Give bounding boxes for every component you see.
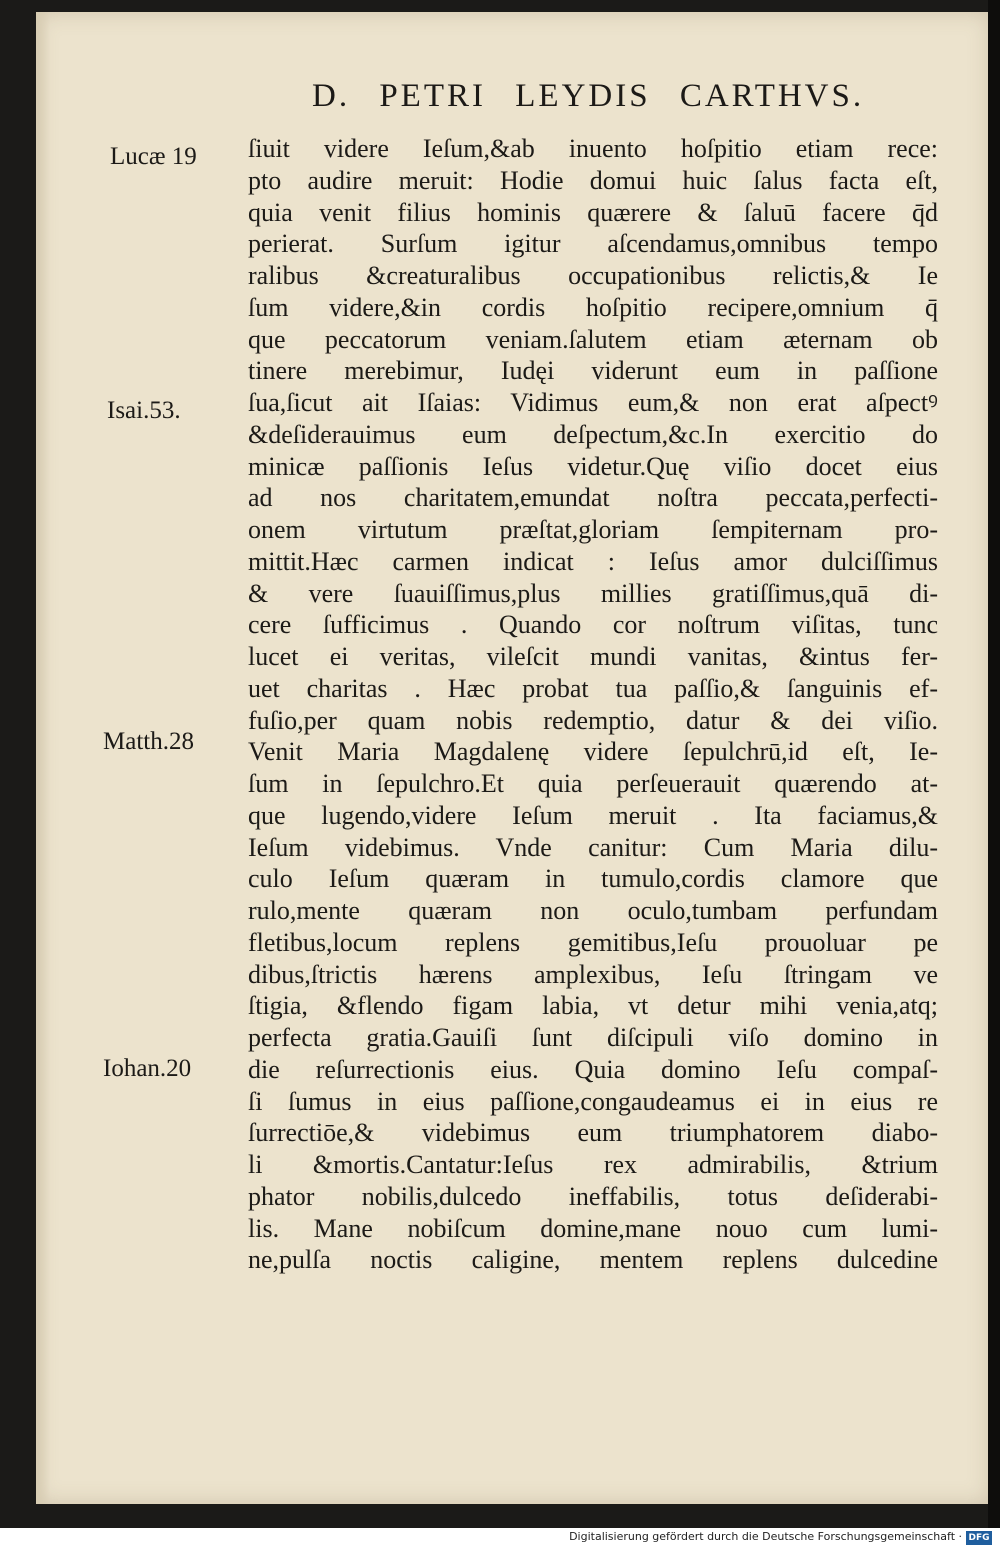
text-line: phator nobilis,dulcedo ineffabilis, totus deſiderabi- xyxy=(248,1181,938,1211)
text-line: mittit.Hæc carmen indicat : Ieſus amor dulciſſimus xyxy=(248,546,938,576)
text-line: ſi ſumus in eius paſſione,congaudeamus ei in eius re xyxy=(248,1086,938,1116)
text-line: lis. Mane nobiſcum domine,mane nouo cum lumi- xyxy=(248,1213,938,1243)
text-line: ſum in ſepulchro.Et quia perſeuerauit quærendo at- xyxy=(248,769,938,798)
text-line: ad nos charitatem,emundat noſtra peccata,perfecti- xyxy=(248,483,938,513)
text-line: ralibus &creaturalibus occupationibus relictis,& Ie xyxy=(248,261,938,290)
margin-note-iohan: Iohan.20 xyxy=(103,1055,192,1082)
text-line: rulo,mente quæram non oculo,tumbam perfundam xyxy=(248,896,938,925)
text-line: pto audire meruit: Hodie domui huic ſalus facta eſt, xyxy=(248,165,938,195)
text-line: perfecta gratia.Gauiſi ſunt diſcipuli viſo domino in xyxy=(248,1023,938,1052)
text-line: tinere merebimur, Iudęi viderunt eum in paſſione xyxy=(248,356,938,386)
text-line: ſurrectiōe,& videbimus eum triumphatorem diabo- xyxy=(248,1118,938,1148)
margin-note-lucae: Lucæ 19 xyxy=(110,143,197,170)
text-line: ne,pulſa noctis caligine, mentem replens dulcedine xyxy=(248,1245,938,1275)
text-line: culo Ieſum quæram in tumulo,cordis clamore que xyxy=(248,864,938,894)
page-edge-shadow xyxy=(988,0,1000,1528)
text-line: li &mortis.Cantatur:Ieſus rex admirabilis, &trium xyxy=(248,1150,938,1179)
text-line: & vere ſuauiſſimus,plus millies gratiſſimus,quā di- xyxy=(248,578,938,608)
text-line: minicæ paſſionis Ieſus videtur.Quę viſio docet eius xyxy=(248,451,938,481)
text-line: Venit Maria Magdalenę videre ſepulchrū,id eſt, Ie- xyxy=(248,737,938,767)
margin-note-isai: Isai.53. xyxy=(107,397,181,424)
text-line: cere ſufficimus . Quando cor noſtrum viſitas, tunc xyxy=(248,610,938,640)
text-line: perierat. Surſum igitur aſcendamus,omnibus tempo xyxy=(248,229,938,259)
running-title: D. PETRI LEYDIS CARTHVS. xyxy=(312,78,865,114)
text-line: fuſio,per quam nobis redemptio, datur & dei viſio. xyxy=(248,705,938,735)
text-line: fletibus,locum replens gemitibus,Ieſu prouoluar pe xyxy=(248,927,938,957)
margin-note-matth: Matth.28 xyxy=(103,728,194,755)
body-text xyxy=(248,133,938,1276)
text-line: uet charitas . Hæc probat tua paſſio,& ſanguinis ef- xyxy=(248,673,938,703)
dfg-logo-icon: DFG xyxy=(966,1531,992,1545)
text-line: que peccatorum veniam.ſalutem etiam æternam ob xyxy=(248,324,938,354)
text-line: ſua,ſicut ait Iſaias: Vidimus eum,& non erat aſpectꝰ xyxy=(248,388,938,417)
text-line: ſiuit videre Ieſum,&ab inuento hoſpitio etiam rece: xyxy=(248,134,938,163)
text-line: &deſiderauimus eum deſpectum,&c.In exercitio do xyxy=(248,419,938,449)
text-line: Ieſum videbimus. Vnde canitur: Cum Maria dilu- xyxy=(248,832,938,862)
footer-bar xyxy=(0,1528,1000,1548)
text-line: die reſurrectionis eius. Quia domino Ieſu compaſ- xyxy=(248,1054,938,1084)
text-line: lucet ei veritas, vileſcit mundi vanitas, &intus fer- xyxy=(248,642,938,671)
text-line: que lugendo,videre Ieſum meruit . Ita faciamus,& xyxy=(248,800,938,830)
text-line: quia venit filius hominis quærere & ſaluū facere q̄d xyxy=(248,197,938,227)
text-line: ſum videre,&in cordis hoſpitio recipere,omnium q̄ xyxy=(248,292,938,322)
text-line: onem virtutum præſtat,gloriam ſempiternam pro- xyxy=(248,515,938,544)
text-line: dibus,ſtrictis hærens amplexibus, Ieſu ſtringam ve xyxy=(248,959,938,989)
text-line: ſtigia, &flendo figam labia, vt detur mihi venia,atq; xyxy=(248,991,938,1021)
footer-credit: Digitalisierung gefördert durch die Deutsche Forschungsgemeinschaft · xyxy=(569,1530,962,1543)
